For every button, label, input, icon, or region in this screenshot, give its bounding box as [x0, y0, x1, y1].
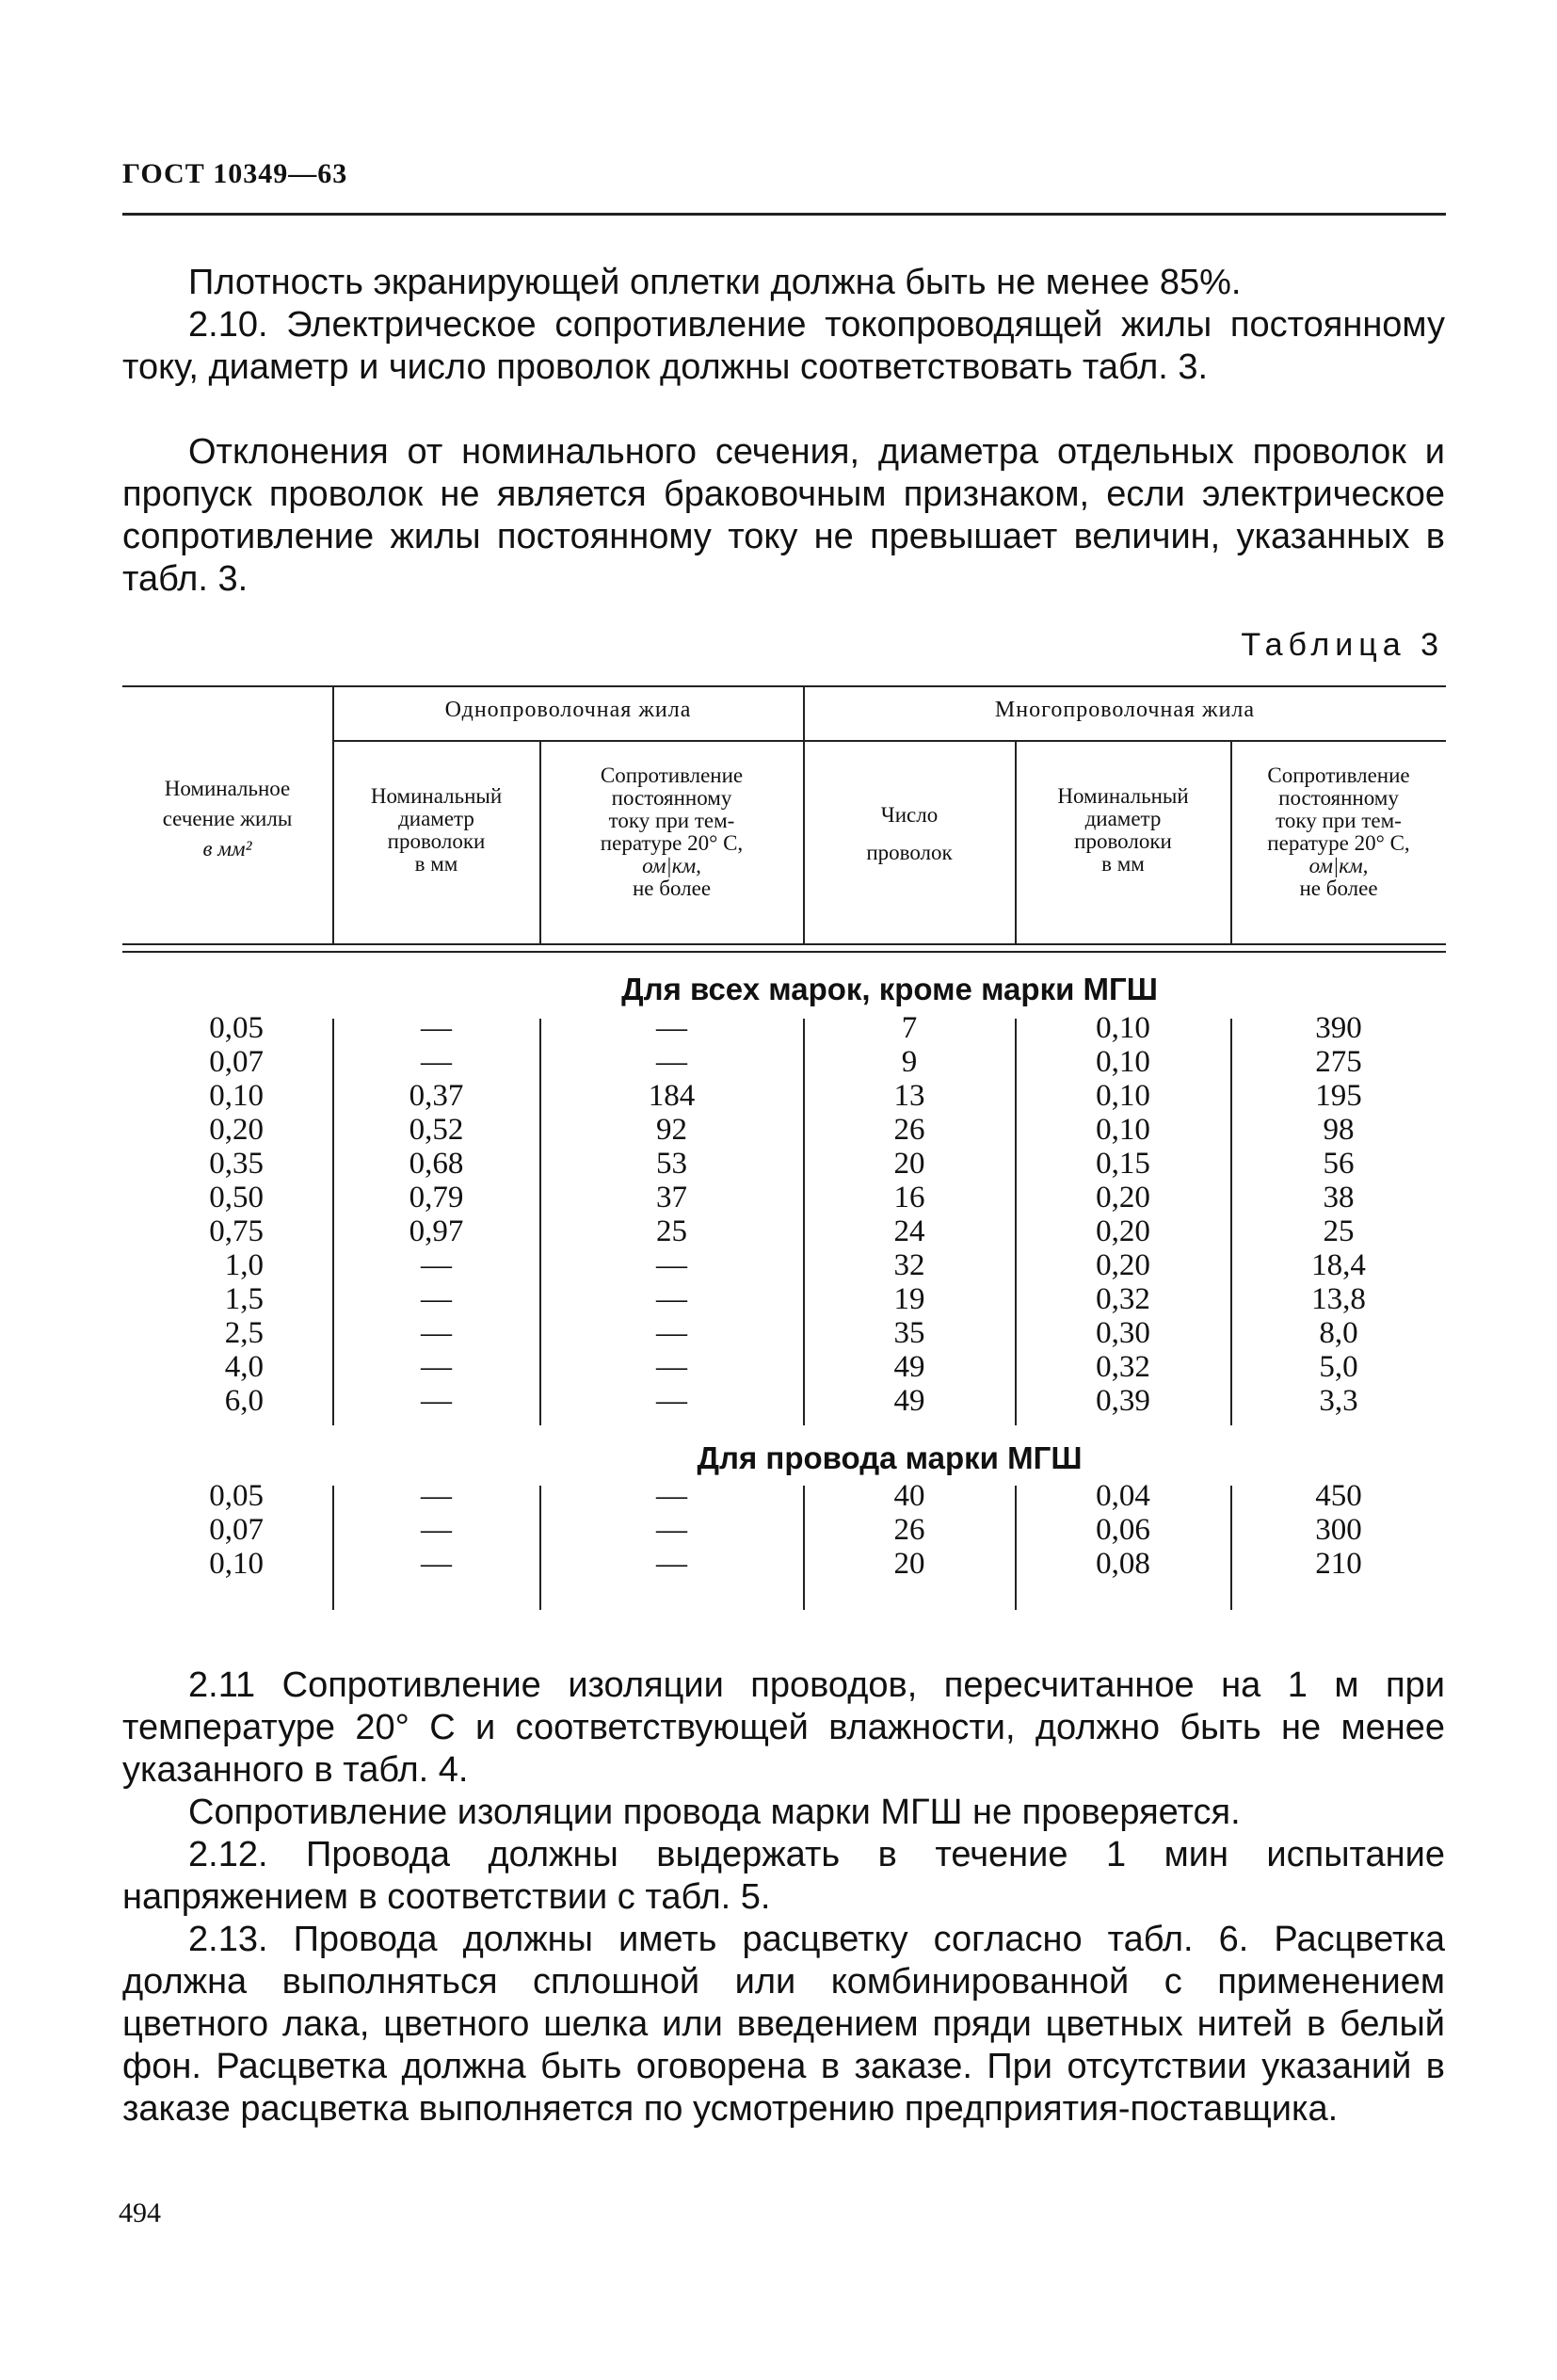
cell-single-diameter: —: [421, 1011, 452, 1045]
col-header-multi-diameter-l3: проволоки: [1074, 829, 1172, 853]
cell-wire-count: 24: [893, 1214, 925, 1248]
cell-multi-resistance: 300: [1315, 1513, 1362, 1547]
cell-wire-count: 49: [893, 1384, 925, 1418]
col-header-multi-resistance-l1: Сопротивление: [1267, 764, 1410, 787]
cell-single-diameter: 0,52: [409, 1113, 464, 1147]
cell-single-diameter: —: [421, 1248, 452, 1282]
cell-single-diameter: —: [421, 1479, 452, 1513]
table-caption: Таблица 3: [1241, 627, 1444, 663]
header-separator-rule-1: [122, 943, 1446, 945]
cell-section: 0,05: [209, 1479, 264, 1513]
cell-single-resistance: —: [656, 1282, 687, 1316]
col-header-single-resistance: [540, 764, 803, 900]
cell-single-resistance: —: [656, 1547, 687, 1581]
group-single-wire: Однопроволочная жила: [444, 698, 692, 722]
col-header-single-resistance-l3: току при тем-: [608, 809, 735, 832]
col-header-multi-diameter: [1016, 785, 1230, 876]
table-row: [122, 1011, 1446, 1045]
table-row: [122, 1181, 1446, 1214]
cell-multi-diameter: 0,10: [1096, 1079, 1150, 1113]
cell-multi-resistance: 390: [1315, 1011, 1362, 1045]
cell-section: 0,07: [209, 1045, 264, 1079]
col-header-section-l2: сечение жилы: [162, 807, 293, 830]
section-title-mgsh: Для провода марки МГШ: [697, 1440, 1083, 1475]
cell-multi-resistance: 38: [1323, 1181, 1355, 1214]
col-header-single-resistance-l1: Сопротивление: [600, 764, 744, 787]
col-header-single-diameter-l3: проволоки: [387, 829, 486, 853]
paragraph-2-13: 2.13. Провода должны иметь расцветку согласно табл. 6. Расцветка должна выполняться сплошной или комбинированной с применением цветного лака, цветного шелка или введением пряди цветных нитей в белый фон. Расцветка должна быть оговорена в заказе. При отсутствии указаний в заказе расцветка выполняется по усмотрению предприятия-поставщика.: [122, 1920, 1445, 2129]
col-header-single-resistance-l5: ом|км,: [642, 854, 701, 877]
cell-section: 4,0: [224, 1350, 264, 1384]
cell-section: 2,5: [224, 1316, 264, 1350]
cell-single-resistance: 184: [648, 1079, 696, 1113]
cell-multi-diameter: 0,10: [1096, 1045, 1150, 1079]
cell-wire-count: 26: [893, 1513, 925, 1547]
cell-single-diameter: 0,79: [409, 1181, 464, 1214]
cell-single-resistance: —: [656, 1011, 687, 1045]
header-separator-rule-2: [122, 951, 1446, 953]
col-header-wire-count: [804, 804, 1015, 864]
cell-wire-count: 16: [893, 1181, 925, 1214]
cell-single-resistance: —: [656, 1045, 687, 1079]
cell-multi-diameter: 0,06: [1096, 1513, 1150, 1547]
col-header-multi-diameter-l2: диаметр: [1084, 807, 1162, 830]
cell-multi-resistance: 195: [1315, 1079, 1362, 1113]
cell-wire-count: 49: [893, 1350, 925, 1384]
cell-section: 6,0: [224, 1384, 264, 1418]
cell-multi-diameter: 0,30: [1096, 1316, 1150, 1350]
table-row: [122, 1479, 1446, 1513]
cell-section: 0,20: [209, 1113, 264, 1147]
cell-multi-diameter: 0,10: [1096, 1011, 1150, 1045]
paragraph-2-11: 2.11 Сопротивление изоляции проводов, пересчитанное на 1 м при температуре 20° С и соответствующей влажности, должно быть не менее указанного в табл. 4.: [122, 1665, 1445, 1790]
table-group-rule: [333, 740, 1446, 742]
cell-multi-diameter: 0,32: [1096, 1350, 1150, 1384]
cell-wire-count: 13: [893, 1079, 925, 1113]
paragraph-2-10: 2.10. Электрическое сопротивление токопроводящей жилы постоянному току, диаметр и число проволок должны соответствовать табл. 3.: [122, 305, 1445, 387]
cell-multi-resistance: 275: [1315, 1045, 1362, 1079]
cell-single-diameter: —: [421, 1282, 452, 1316]
group-multi-wire: Многопроволочная жила: [994, 698, 1256, 722]
col-header-single-resistance-l2: постоянному: [611, 786, 732, 810]
cell-wire-count: 19: [893, 1282, 925, 1316]
col-header-section-l1: Номинальное: [164, 777, 291, 800]
cell-multi-diameter: 0,20: [1096, 1248, 1150, 1282]
paragraph-mgsh-insulation: Сопротивление изоляции провода марки МГШ не проверяется.: [188, 1793, 1241, 1832]
cell-multi-resistance: 8,0: [1319, 1316, 1358, 1350]
col-header-multi-diameter-l4: в мм: [1101, 852, 1145, 876]
cell-multi-diameter: 0,39: [1096, 1384, 1150, 1418]
paragraph-deviations: Отклонения от номинального сечения, диаметра отдельных проволок и пропуск проволок не является браковочным признаком, если электрическое сопротивление жилы постоянному току не превышает величин, указанных в табл. 3.: [122, 432, 1445, 599]
cell-single-resistance: 53: [656, 1147, 687, 1181]
page-number: 494: [119, 2197, 161, 2228]
table-row: [122, 1248, 1446, 1282]
cell-single-diameter: —: [421, 1316, 452, 1350]
cell-section: 0,50: [209, 1181, 264, 1214]
cell-section: 0,35: [209, 1147, 264, 1181]
cell-multi-resistance: 450: [1315, 1479, 1362, 1513]
cell-multi-diameter: 0,20: [1096, 1214, 1150, 1248]
col-header-single-diameter: [333, 785, 539, 876]
cell-wire-count: 20: [893, 1147, 925, 1181]
col-header-multi-resistance-l5: ом|км,: [1308, 854, 1369, 877]
cell-single-diameter: 0,37: [409, 1079, 464, 1113]
cell-single-resistance: —: [656, 1384, 687, 1418]
col-header-multi-diameter-l1: Номинальный: [1057, 784, 1189, 808]
cell-single-resistance: —: [656, 1316, 687, 1350]
cell-single-resistance: —: [656, 1479, 687, 1513]
col-header-section-l3: в мм²: [202, 837, 252, 860]
cell-multi-diameter: 0,15: [1096, 1147, 1150, 1181]
col-header-section: [122, 778, 332, 860]
cell-wire-count: 32: [893, 1248, 925, 1282]
cell-section: 0,07: [209, 1513, 264, 1547]
document-code-header: ГОСТ 10349—63: [122, 158, 348, 189]
cell-section: 0,75: [209, 1214, 264, 1248]
col-header-single-diameter-l1: Номинальный: [370, 784, 503, 808]
cell-multi-resistance: 5,0: [1319, 1350, 1358, 1384]
cell-section: 0,05: [209, 1011, 264, 1045]
col-header-single-resistance-l4: пературе 20° С,: [600, 831, 744, 855]
table-row: [122, 1113, 1446, 1147]
cell-single-diameter: —: [421, 1350, 452, 1384]
cell-multi-diameter: 0,04: [1096, 1479, 1150, 1513]
cell-wire-count: 35: [893, 1316, 925, 1350]
cell-wire-count: 26: [893, 1113, 925, 1147]
cell-multi-diameter: 0,20: [1096, 1181, 1150, 1214]
cell-wire-count: 9: [901, 1045, 918, 1079]
cell-single-diameter: —: [421, 1384, 452, 1418]
cell-wire-count: 7: [901, 1011, 918, 1045]
table-top-rule: [122, 685, 1446, 687]
cell-section: 1,0: [224, 1248, 264, 1282]
col-header-single-diameter-l4: в мм: [414, 852, 458, 876]
header-rule: [122, 213, 1446, 216]
cell-multi-resistance: 98: [1323, 1113, 1355, 1147]
cell-wire-count: 40: [893, 1479, 925, 1513]
col-header-wire-count-l2: проволок: [866, 841, 953, 864]
table-row: [122, 1384, 1446, 1418]
cell-multi-resistance: 56: [1323, 1147, 1355, 1181]
col-header-single-resistance-l6: не более: [632, 876, 712, 900]
col-header-multi-resistance-l3: току при тем-: [1276, 809, 1402, 832]
col-header-wire-count-l1: Число: [880, 803, 939, 827]
section-title-all-brands: Для всех марок, кроме марки МГШ: [621, 972, 1158, 1006]
table-row: [122, 1547, 1446, 1581]
cell-multi-diameter: 0,10: [1096, 1113, 1150, 1147]
col-header-multi-resistance: [1231, 764, 1446, 900]
cell-section: 0,10: [209, 1547, 264, 1581]
cell-multi-resistance: 13,8: [1311, 1282, 1366, 1316]
table-row: [122, 1350, 1446, 1384]
table-row: [122, 1147, 1446, 1181]
cell-single-diameter: —: [421, 1513, 452, 1547]
cell-single-resistance: —: [656, 1248, 687, 1282]
cell-multi-diameter: 0,08: [1096, 1547, 1150, 1581]
cell-multi-resistance: 18,4: [1311, 1248, 1366, 1282]
table-row: [122, 1513, 1446, 1547]
table-row: [122, 1214, 1446, 1248]
cell-single-diameter: —: [421, 1045, 452, 1079]
cell-single-resistance: —: [656, 1350, 687, 1384]
table-row: [122, 1045, 1446, 1079]
cell-multi-resistance: 3,3: [1319, 1384, 1358, 1418]
cell-single-diameter: 0,68: [409, 1147, 464, 1181]
col-header-multi-resistance-l6: не более: [1299, 876, 1378, 900]
cell-section: 1,5: [224, 1282, 264, 1316]
col-header-multi-resistance-l2: постоянному: [1278, 786, 1399, 810]
col-header-multi-resistance-l4: пературе 20° С,: [1267, 831, 1410, 855]
table-row: [122, 1282, 1446, 1316]
cell-single-diameter: 0,97: [409, 1214, 464, 1248]
cell-section: 0,10: [209, 1079, 264, 1113]
cell-single-diameter: —: [421, 1547, 452, 1581]
col-header-single-diameter-l2: диаметр: [398, 807, 474, 830]
cell-single-resistance: 25: [656, 1214, 687, 1248]
table-row: [122, 1079, 1446, 1113]
paragraph-braid-density: Плотность экранирующей оплетки должна быть не менее 85%.: [188, 263, 1242, 302]
cell-single-resistance: —: [656, 1513, 687, 1547]
cell-single-resistance: 92: [656, 1113, 687, 1147]
cell-multi-resistance: 25: [1323, 1214, 1355, 1248]
cell-multi-resistance: 210: [1315, 1547, 1362, 1581]
cell-wire-count: 20: [893, 1547, 925, 1581]
table-row: [122, 1316, 1446, 1350]
paragraph-2-12: 2.12. Провода должны выдержать в течение 1 мин испытание напряжением в соответствии с табл. 5.: [122, 1835, 1445, 1917]
cell-multi-diameter: 0,32: [1096, 1282, 1150, 1316]
cell-single-resistance: 37: [656, 1181, 687, 1214]
